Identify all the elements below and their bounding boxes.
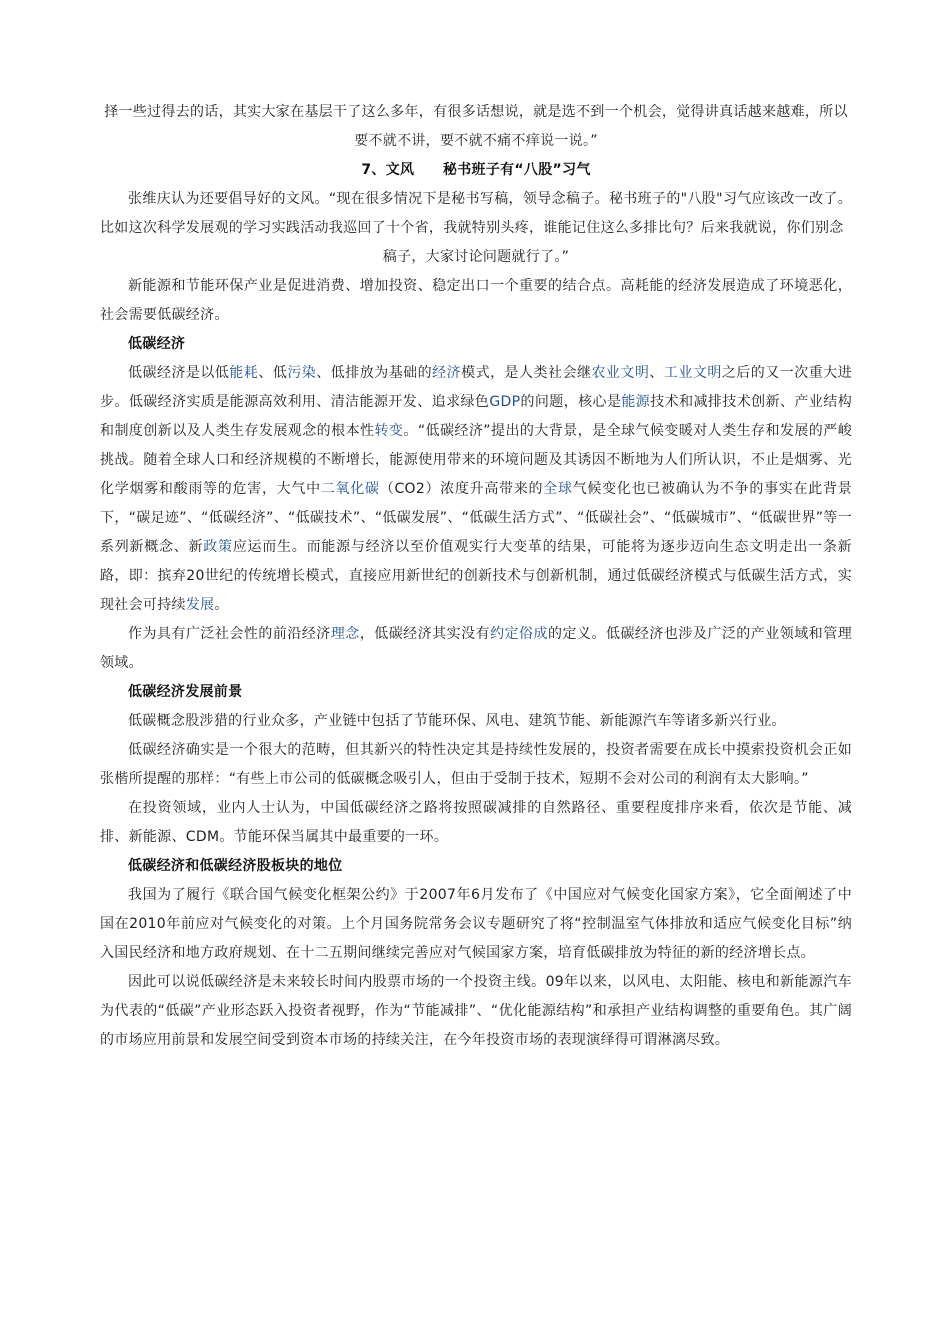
status-paragraph-1: 我国为了履行《联合国气候变化框架公约》于2007年6月发布了《中国应对气候变化国家方案》，它全面阐述了中国在2010年前应对气候变化的对策。上个月国务院常务会议专题研究了将“控制温室气体排放和适应气候变化目标”纳入国民经济和地方政府规划、在十二五期间继续完善应对气候国家方案，培育低碳排放为特征的新的经济增长点。 [100, 887, 852, 961]
heading-status: 低碳经济和低碳经济股板块的地位 [128, 858, 343, 874]
text-run: 。“低碳经济”提出的大背景，是全球气候变暖对人类生存和发展的严峻挑战。随着全球人口和经济规模的不断增长，能源使用带来的环境问题及其诱因不断地为人们所认识，不止是烟雾、光化学烟雾和酸雨等的危害，大气中 [100, 423, 852, 497]
text-run: 模式，是人类社会继 [461, 365, 592, 381]
link-industrial-civilization[interactable]: 工业文明 [663, 365, 722, 381]
intro-paragraph: 新能源和节能环保产业是促进消费、增加投资、稳定出口一个重要的结合点。高耗能的经济发展造成了环境恶化，社会需要低碳经济。 [100, 278, 852, 323]
text-run: 的问题，核心是 [520, 394, 622, 410]
text-run: 、低排放为基础的 [316, 365, 433, 381]
section-7-paragraph-tail: 稿子，大家讨论问题就行了。” [382, 249, 570, 265]
text-run: 作为具有广泛社会性的前沿经济 [128, 626, 331, 642]
section-7-title: 7、文风 秘书班子有“八股”习气 [361, 162, 591, 178]
link-policy[interactable]: 政策 [203, 539, 233, 555]
text-run: （CO2）浓度升高带来的 [379, 481, 544, 497]
text-run: 、低 [258, 365, 288, 381]
text-run: 技术和减排技术创新、产业结构和制度创新以及人类生存发展观念的根本性 [100, 394, 852, 439]
heading-low-carbon-economy: 低碳经济 [128, 336, 186, 352]
prospects-paragraph-3: 在投资领域，业内人士认为，中国低碳经济之路将按照碳减排的自然路径、重要程度排序来看，依次是节能、减排、新能源、CDM。节能环保当属其中最重要的一环。 [100, 800, 852, 845]
link-economy[interactable]: 经济 [432, 365, 462, 381]
quote-line-2: 要不就不讲，要不就不痛不痒说一说。” [354, 133, 598, 149]
low-carbon-paragraph-1 [100, 359, 852, 620]
link-carbon-dioxide[interactable]: 二氧化碳 [320, 481, 380, 497]
text-run: 低碳经济是以低 [128, 365, 230, 381]
text-run: 气候变化也已被确认为不争的事实在此背景下，“碳足迹”、“低碳经济”、“低碳技术”、“低碳发展”、“低碳生活方式”、“低碳社会”、“低碳城市”、“低碳世界”等一系列新概念、新 [100, 481, 852, 555]
heading-prospects: 低碳经济发展前景 [128, 684, 243, 700]
link-transformation[interactable]: 转变 [374, 423, 404, 439]
text-run: ，低碳经济其实没有 [359, 626, 491, 642]
link-agricultural-civilization[interactable]: 农业文明 [591, 365, 650, 381]
text-run: 的定义。低碳经济也涉及广泛的产业领域和管理领域。 [100, 626, 852, 671]
document-page [100, 98, 852, 1055]
text-run: 之后的又一次重大进步。低碳经济实质是能源高效利用、清洁能源开发、追求绿色 [100, 365, 852, 410]
link-pollution[interactable]: 污染 [287, 365, 317, 381]
quote-line-1: 择一些过得去的话，其实大家在基层干了这么多年，有很多话想说，就是选不到一个机会，觉得讲真话越来越难，所以 [104, 104, 848, 120]
link-established-convention[interactable]: 约定俗成 [490, 626, 549, 642]
text-run: 应运而生。而能源与经济以至价值观实行大变革的结果，可能将为逐步迈向生态文明走出一条新路，即：摈弃20世纪的传统增长模式，直接应用新世纪的创新技术与创新机制，通过低碳经济模式与低碳生活方式，实现社会可持续 [100, 539, 852, 613]
section-7-paragraph: 张维庆认为还要倡导好的文风。“现在很多情况下是秘书写稿，领导念稿子。秘书班子的"八股"习气应该改一改了。比如这次科学发展观的学习实践活动我巡回了十个省，我就特别头疼，谁能记住这么多排比句？后来我就说，你们别念 [100, 191, 852, 236]
prospects-paragraph-1: 低碳概念股涉猎的行业众多，产业链中包括了节能环保、风电、建筑节能、新能源汽车等诸多新兴行业。 [128, 713, 786, 729]
status-paragraph-2: 因此可以说低碳经济是未来较长时间内股票市场的一个投资主线。09年以来，以风电、太阳能、核电和新能源汽车为代表的“低碳”产业形态跃入投资者视野，作为“节能减排”、“优化能源结构”和承担产业结构调整的重要角色。其广阔的市场应用前景和发展空间受到资本市场的持续关注，在今年投资市场的表现演绎得可谓淋漓尽致。 [100, 974, 852, 1048]
link-development[interactable]: 发展 [185, 597, 215, 613]
text-run: 、 [649, 365, 664, 381]
link-energy[interactable]: 能源 [621, 394, 651, 410]
link-energy-consumption[interactable]: 能耗 [229, 365, 259, 381]
low-carbon-paragraph-2 [100, 620, 852, 678]
link-concept[interactable]: 理念 [330, 626, 360, 642]
text-run: 。 [214, 597, 229, 613]
link-global[interactable]: 全球 [543, 481, 573, 497]
link-gdp[interactable]: GDP [489, 394, 521, 410]
prospects-paragraph-2: 低碳经济确实是一个很大的范畴，但其新兴的特性决定其是持续性发展的，投资者需要在成长中摸索投资机会正如张楷所提醒的那样：“有些上市公司的低碳概念吸引人，但由于受制于技术，短期不会对公司的利润有太大影响。” [100, 742, 852, 787]
